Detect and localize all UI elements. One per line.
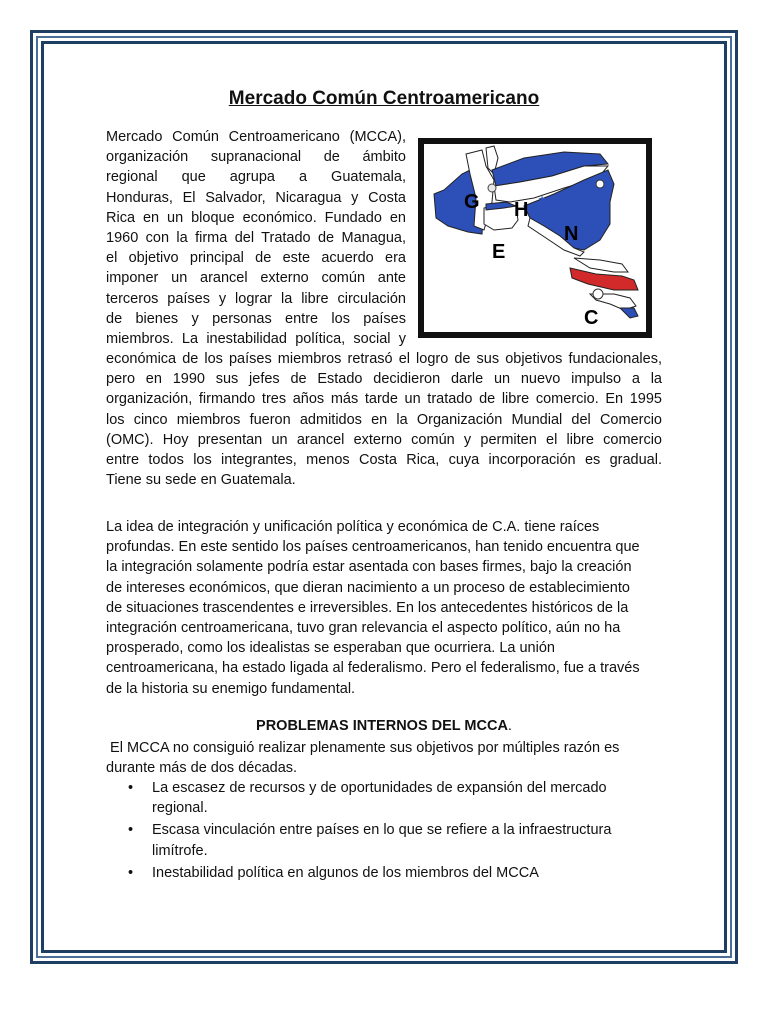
- paragraph-1-line: imponer un arancel externo común ante: [106, 270, 406, 287]
- central-america-map: [418, 138, 652, 338]
- map-nicaragua-emblem: [596, 180, 604, 188]
- paragraph-1-line: entre todos los integrantes, menos Costa Rica, cuya incorporación es gradual.: [106, 452, 662, 469]
- paragraph-2-line: La idea de integración y unificación política y económica de C.A. tiene raíces: [106, 519, 600, 535]
- list-item-text: La escasez de recursos y de oportunidades de expansión del mercado regional.: [152, 780, 607, 817]
- paragraph-1-line: (OMC). Hoy presentan un arancel externo común y permiten el libre comercio: [106, 431, 662, 448]
- paragraph-1-line: el objetivo principal de este acuerdo era: [106, 250, 406, 267]
- map-honduras-star: ★: [544, 201, 553, 211]
- map-costa-rica-emblem: [593, 289, 603, 299]
- bullet-icon: •: [128, 780, 134, 796]
- map-label-c: C: [584, 307, 599, 329]
- list-item-text: Inestabilidad política en algunos de los miembros del MCCA: [152, 864, 539, 881]
- bullet-icon: •: [128, 822, 134, 839]
- paragraph-1-line: miembros. La inestabilidad política, social y: [106, 331, 406, 348]
- paragraph-1-line: regional que agrupa a Guatemala,: [106, 169, 406, 186]
- paragraph-1-line: Tiene su sede en Guatemala.: [106, 472, 296, 489]
- paragraph-2-line: de la historia su enemigo fundamental.: [106, 680, 356, 697]
- section-heading-problems: [0, 718, 768, 734]
- problems-list: [106, 778, 662, 885]
- paragraph-1-line: Honduras, El Salvador, Nicaragua y Costa: [106, 189, 406, 206]
- map-label-e: E: [492, 241, 506, 263]
- map-guatemala-emblem: [488, 184, 496, 192]
- paragraph-2-line: de intereses económicos, que dieran nacimiento a un proceso de establecimiento: [106, 579, 630, 596]
- document-title: Mercado Común Centroamericano: [228, 88, 540, 109]
- map-costa-rica-blue: [620, 308, 638, 318]
- map-honduras-star: ★: [538, 195, 547, 205]
- paragraph-1-line: organización supranacional de ámbito: [106, 149, 406, 166]
- paragraph-1-line: pero en 1990 sus jefes de Estado decidieron darle un nuevo impulso a la: [106, 371, 662, 388]
- paragraph-1-line: económica de los países miembros retrasó el logro de sus objetivos fundacionales,: [106, 351, 662, 367]
- paragraph-2-line: profundas. En este sentido los países centroamericanos, han tenido encuentra que: [106, 539, 640, 556]
- list-item-text: Escasa vinculación entre países en lo que se refiere a la infraestructura limítrofe.: [152, 822, 612, 859]
- paragraph-2-line: de situaciones trascendentes e irreversibles. En los antecedentes históricos de la: [106, 599, 629, 616]
- section-heading-period: .: [507, 718, 512, 734]
- map-label-h: H: [514, 199, 529, 221]
- paragraph-1-line: terceros países y lograr la libre circulación: [106, 290, 406, 307]
- bullet-icon: •: [128, 864, 134, 881]
- section-intro-line: El MCCA no consiguió realizar plenamente sus objetivos por múltiples razón es: [106, 740, 620, 756]
- map-costa-rica-white-top: [574, 258, 628, 272]
- map-illustration: [424, 144, 646, 332]
- paragraph-2-line: prosperado, como los idealistas se esperaban que ocurriera. La unión: [106, 640, 555, 657]
- map-label-g: G: [464, 191, 480, 213]
- paragraph-1-line: los cinco miembros fueron admitidos en la Organización Mundial del Comercio: [106, 411, 662, 428]
- paragraph-1-line: Mercado Común Centroamericano (MCCA),: [106, 129, 406, 145]
- section-intro-line: durante más de dos décadas.: [106, 760, 298, 777]
- paragraph-1-line: 1960 con la firma del Tratado de Managua,: [106, 230, 406, 247]
- paragraph-2-line: centroamericana, ha estado ligada al federalismo. Pero el federalismo, fue a través: [106, 660, 640, 677]
- map-label-n: N: [564, 223, 579, 245]
- paragraph-1-line: organización, firmando tres años más tarde un tratado de libre comercio. En 1995: [106, 391, 662, 408]
- section-heading-text: PROBLEMAS INTERNOS DEL MCCA: [256, 718, 508, 734]
- list-item: [106, 778, 662, 818]
- list-item: [106, 863, 662, 883]
- paragraph-1-full: [106, 349, 662, 490]
- list-item: [106, 820, 662, 860]
- paragraph-1-line: de bienes y personas entre los países: [106, 310, 406, 327]
- paragraph-2-line: la integración solamente podría estar asentada con bases firmes, bajo la creación: [106, 559, 632, 576]
- paragraph-1-wrapped: [106, 127, 406, 349]
- section-intro: [106, 738, 662, 778]
- paragraph-2: [106, 517, 662, 699]
- paragraph-2-line: integración centroamericana, tuvo gran relevancia el aspecto político, aún no ha: [106, 620, 621, 637]
- paragraph-1-line: Rica en un bloque económico. Fundado en: [106, 209, 406, 226]
